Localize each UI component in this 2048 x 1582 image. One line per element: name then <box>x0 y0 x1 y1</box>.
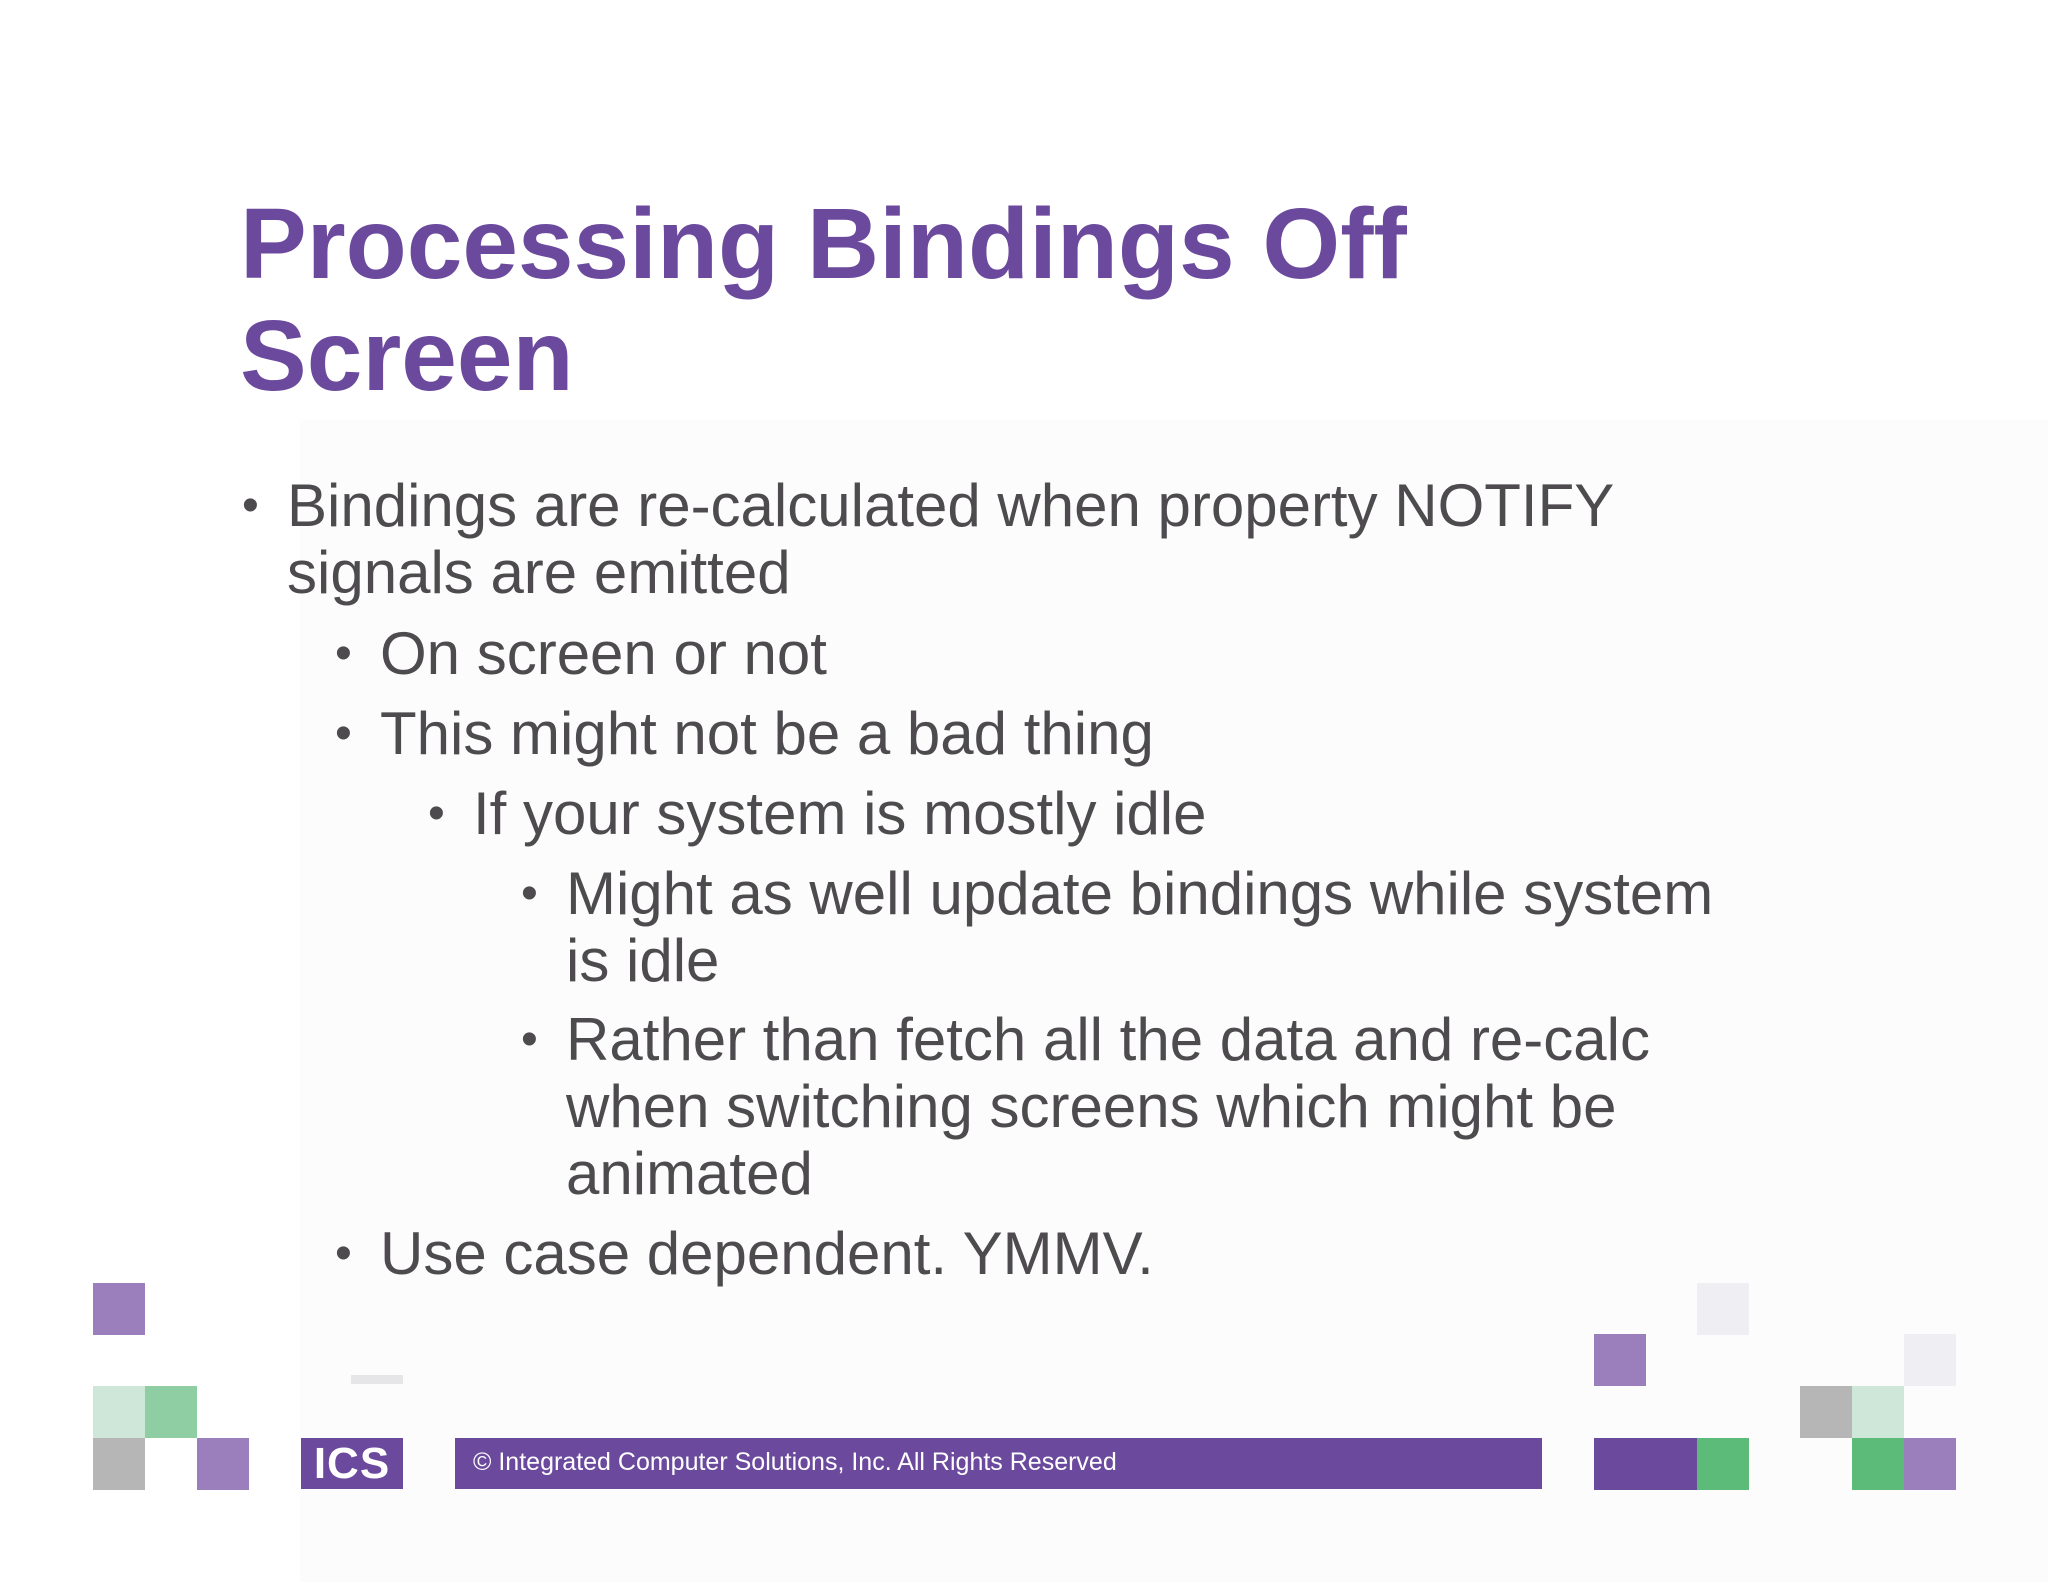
bullet-text-line: Rather than fetch all the data and re-calc <box>566 1006 1650 1073</box>
bullet-text-line: Use case dependent. YMMV. <box>380 1220 1154 1287</box>
decorative-square <box>1594 1334 1646 1386</box>
ics-logo: ICS <box>301 1438 403 1489</box>
bullet-item-level-1 <box>242 472 1757 606</box>
bullet-item-level-4 <box>521 1006 1786 1207</box>
slide-title-line-1: Processing Bindings Off <box>240 188 1407 300</box>
decorative-square <box>197 1438 249 1490</box>
bullet-text-line: If your system is mostly idle <box>473 780 1207 847</box>
bullet-text-line: when switching screens which might be <box>566 1073 1617 1140</box>
bullet-text-line: Might as well update bindings while system <box>566 860 1714 927</box>
copyright-text: © Integrated Computer Solutions, Inc. All Rights Reserved <box>473 1448 1117 1476</box>
decorative-square <box>1852 1438 1904 1490</box>
bullet-dot: • <box>521 867 538 920</box>
bullet-item-level-2 <box>335 620 1760 687</box>
decorative-square <box>1697 1283 1749 1335</box>
decorative-square <box>145 1386 197 1438</box>
bullet-item-level-2 <box>335 700 1760 767</box>
bullet-text-line: On screen or not <box>380 620 827 687</box>
bullet-dot: • <box>428 787 445 840</box>
decorative-square <box>93 1386 145 1438</box>
bullet-text-line: animated <box>566 1140 813 1207</box>
decorative-dash <box>351 1375 403 1384</box>
decorative-square <box>1697 1438 1749 1490</box>
bullet-dot: • <box>335 707 352 760</box>
bullet-dot: • <box>242 479 259 532</box>
bullet-item-level-3 <box>428 780 1773 847</box>
bullet-text-line: Bindings are re-calculated when property NOTIFY <box>287 472 1615 539</box>
slide-title-line-2: Screen <box>240 300 574 412</box>
bullet-dot: • <box>521 1013 538 1066</box>
decorative-square <box>93 1283 145 1335</box>
decorative-square <box>1904 1438 1956 1490</box>
decorative-square <box>1800 1386 1852 1438</box>
bullet-text-line: This might not be a bad thing <box>380 700 1154 767</box>
decorative-square <box>1904 1334 1956 1386</box>
decorative-square <box>93 1438 145 1490</box>
bullet-item-level-2 <box>335 1220 1760 1287</box>
decorative-square <box>1594 1438 1698 1490</box>
bullet-text-line: is idle <box>566 927 720 994</box>
bullet-dot: • <box>335 1227 352 1280</box>
decorative-square <box>1852 1386 1904 1438</box>
bullet-text-line: signals are emitted <box>287 539 791 606</box>
bullet-dot: • <box>335 627 352 680</box>
bullet-item-level-4 <box>521 860 1786 994</box>
